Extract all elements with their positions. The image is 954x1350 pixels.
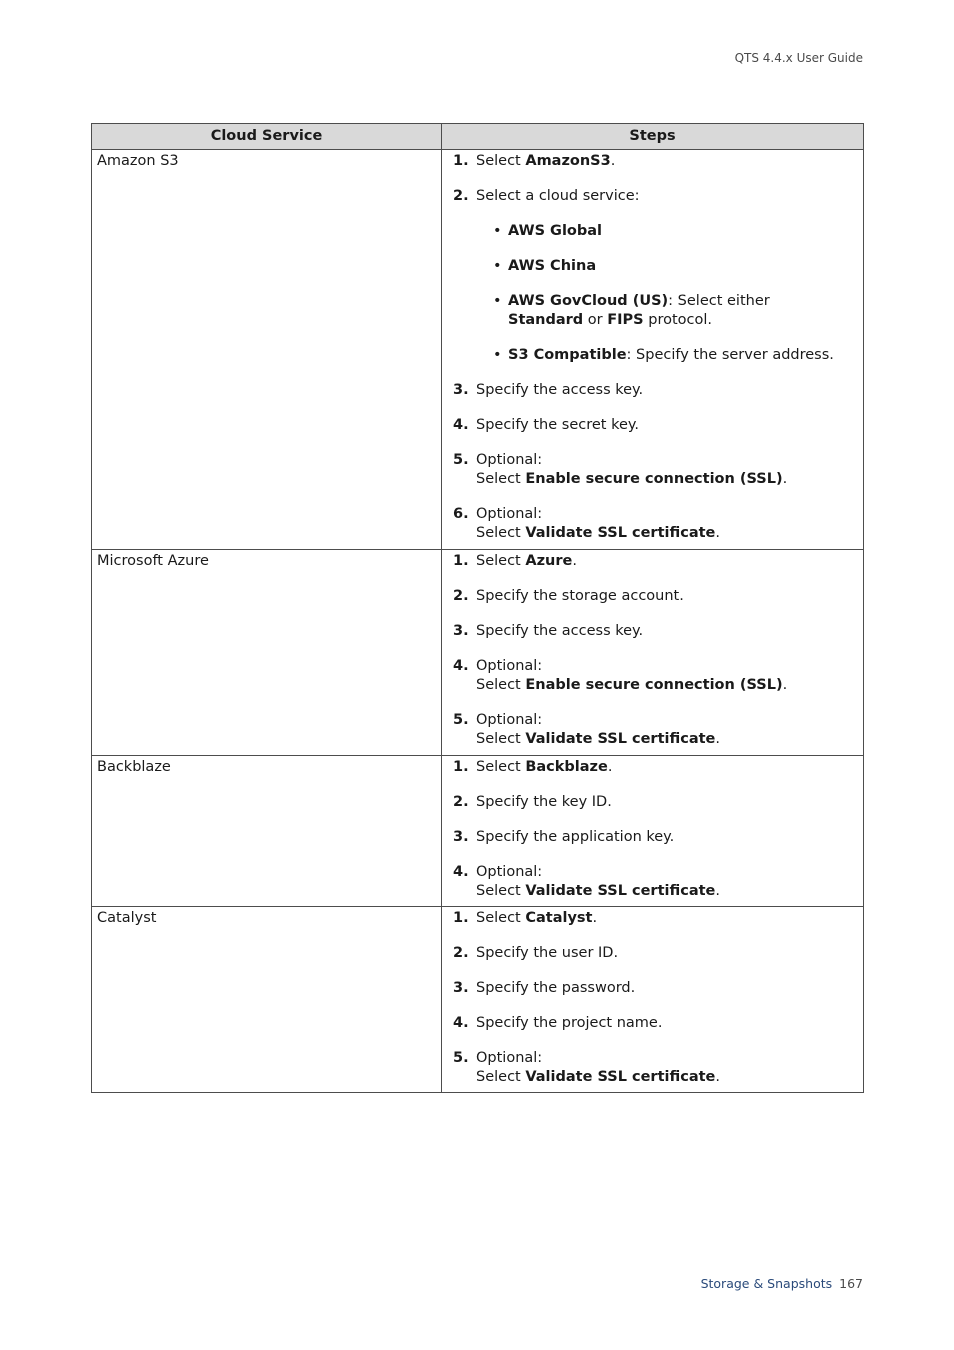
- step-punct: .: [715, 883, 720, 899]
- ui-option-name: Enable secure connection (SSL): [525, 677, 783, 693]
- step-text: protocol.: [643, 312, 712, 328]
- service-name: Catalyst: [97, 910, 157, 926]
- step-number: 1.: [453, 759, 469, 775]
- ui-option-name: Backblaze: [525, 759, 608, 775]
- step-item: [453, 622, 863, 641]
- bullet-icon: •: [493, 223, 502, 239]
- step-item: [453, 152, 863, 171]
- step-number: 3.: [453, 829, 469, 845]
- step-text: Optional:: [476, 864, 543, 880]
- step-item: [453, 187, 863, 365]
- column-header-cloud-service: Cloud Service: [92, 124, 442, 150]
- bullet-item: [493, 292, 849, 330]
- page-footer: [701, 1276, 863, 1291]
- step-text: Select a cloud service:: [476, 188, 640, 204]
- step-number: 4.: [453, 658, 469, 674]
- step-item: [453, 381, 863, 400]
- ui-option-name: Validate SSL certificate: [525, 525, 716, 541]
- service-name: Amazon S3: [97, 153, 179, 169]
- step-punct: .: [607, 759, 613, 775]
- step-text: Optional:: [476, 712, 543, 728]
- service-name: Backblaze: [97, 759, 171, 775]
- step-text: Optional:: [476, 1050, 543, 1066]
- bullet-item: [493, 222, 849, 241]
- step-item: [453, 711, 863, 749]
- step-text: Optional:: [476, 658, 543, 674]
- step-punct: .: [592, 910, 598, 926]
- ui-option-name: AWS Global: [508, 223, 603, 239]
- bullet-icon: •: [493, 347, 502, 363]
- column-header-steps: Steps: [442, 124, 864, 150]
- step-text: Specify the application key.: [476, 829, 675, 845]
- step-text: or: [583, 312, 608, 328]
- table-row: [92, 550, 864, 756]
- ui-option-name: Azure: [525, 553, 573, 569]
- step-item: [453, 552, 863, 571]
- step-number: 3.: [453, 980, 469, 996]
- step-number: 3.: [453, 382, 469, 398]
- step-punct: .: [610, 153, 616, 169]
- step-text: Select: [476, 759, 526, 775]
- step-item: [453, 587, 863, 606]
- steps-list: [442, 150, 863, 545]
- ui-option-name: Catalyst: [525, 910, 593, 926]
- ui-option-name: Validate SSL certificate: [525, 883, 716, 899]
- service-name: Microsoft Azure: [97, 553, 209, 569]
- step-text: Specify the key ID.: [476, 794, 612, 810]
- table-row: [92, 907, 864, 1093]
- step-text: Specify the user ID.: [476, 945, 619, 961]
- page-number: 167: [839, 1276, 863, 1291]
- step-text: Select: [476, 153, 526, 169]
- step-number: 1.: [453, 910, 469, 926]
- bullet-icon: •: [493, 258, 502, 274]
- step-item: [453, 505, 863, 543]
- step-punct: .: [782, 677, 788, 693]
- step-item: [453, 944, 863, 963]
- step-item: [453, 793, 863, 812]
- step-item: [453, 657, 863, 695]
- step-item: [453, 1049, 863, 1087]
- ui-option-name: Standard: [508, 312, 584, 328]
- steps-list: [442, 550, 863, 751]
- step-number: 1.: [453, 553, 469, 569]
- step-number: 2.: [453, 588, 469, 604]
- step-item: [453, 758, 863, 777]
- ui-option-name: S3 Compatible: [508, 347, 627, 363]
- step-number: 4.: [453, 864, 469, 880]
- step-text: : Specify the server address.: [626, 347, 834, 363]
- ui-option-name: Enable secure connection (SSL): [525, 471, 783, 487]
- cloud-service-table: [91, 123, 864, 1093]
- step-item: [453, 451, 863, 489]
- step-text: Select: [476, 1069, 526, 1085]
- step-text: Specify the storage account.: [476, 588, 684, 604]
- step-punct: .: [715, 525, 720, 541]
- step-text: Specify the access key.: [476, 382, 644, 398]
- step-text: Specify the secret key.: [476, 417, 640, 433]
- step-item: [453, 828, 863, 847]
- step-text: : Select either: [668, 293, 770, 309]
- guide-title: QTS 4.4.x User Guide: [734, 51, 863, 65]
- step-punct: .: [715, 1069, 720, 1085]
- step-number: 2.: [453, 188, 469, 204]
- step-text: Specify the access key.: [476, 623, 644, 639]
- ui-option-name: AmazonS3: [525, 153, 611, 169]
- bullet-list: [476, 222, 849, 365]
- step-item: [453, 863, 863, 901]
- step-text: Select: [476, 677, 526, 693]
- step-number: 2.: [453, 945, 469, 961]
- step-number: 1.: [453, 153, 469, 169]
- step-number: 6.: [453, 506, 469, 522]
- step-punct: .: [715, 731, 720, 747]
- step-text: Select: [476, 910, 526, 926]
- step-punct: .: [572, 553, 577, 569]
- ui-option-name: Validate SSL certificate: [525, 1069, 716, 1085]
- step-item: [453, 909, 863, 928]
- step-number: 4.: [453, 1015, 469, 1031]
- step-text: Optional:: [476, 452, 543, 468]
- table-row: [92, 756, 864, 907]
- step-text: Select: [476, 553, 526, 569]
- ui-option-name: Validate SSL certificate: [525, 731, 716, 747]
- bullet-item: [493, 346, 849, 365]
- table-header-row: [92, 124, 864, 150]
- step-text: Specify the password.: [476, 980, 636, 996]
- ui-option-name: AWS GovCloud (US): [508, 293, 669, 309]
- step-text: Optional:: [476, 506, 543, 522]
- step-number: 5.: [453, 1050, 469, 1066]
- steps-list: [442, 907, 863, 1089]
- step-text: Specify the project name.: [476, 1015, 663, 1031]
- step-text: Select: [476, 883, 526, 899]
- step-number: 3.: [453, 623, 469, 639]
- step-number: 2.: [453, 794, 469, 810]
- table-row: [92, 150, 864, 550]
- step-item: [453, 1014, 863, 1033]
- footer-section-title: Storage & Snapshots: [700, 1276, 833, 1291]
- step-text: Select: [476, 471, 526, 487]
- ui-option-name: AWS China: [508, 258, 597, 274]
- step-item: [453, 416, 863, 435]
- steps-list: [442, 756, 863, 903]
- step-text: Select: [476, 525, 526, 541]
- ui-option-name: FIPS: [607, 312, 644, 328]
- step-number: 4.: [453, 417, 469, 433]
- step-number: 5.: [453, 452, 469, 468]
- step-text: Select: [476, 731, 526, 747]
- step-punct: .: [782, 471, 788, 487]
- bullet-icon: •: [493, 293, 502, 309]
- step-number: 5.: [453, 712, 469, 728]
- bullet-item: [493, 257, 849, 276]
- step-item: [453, 979, 863, 998]
